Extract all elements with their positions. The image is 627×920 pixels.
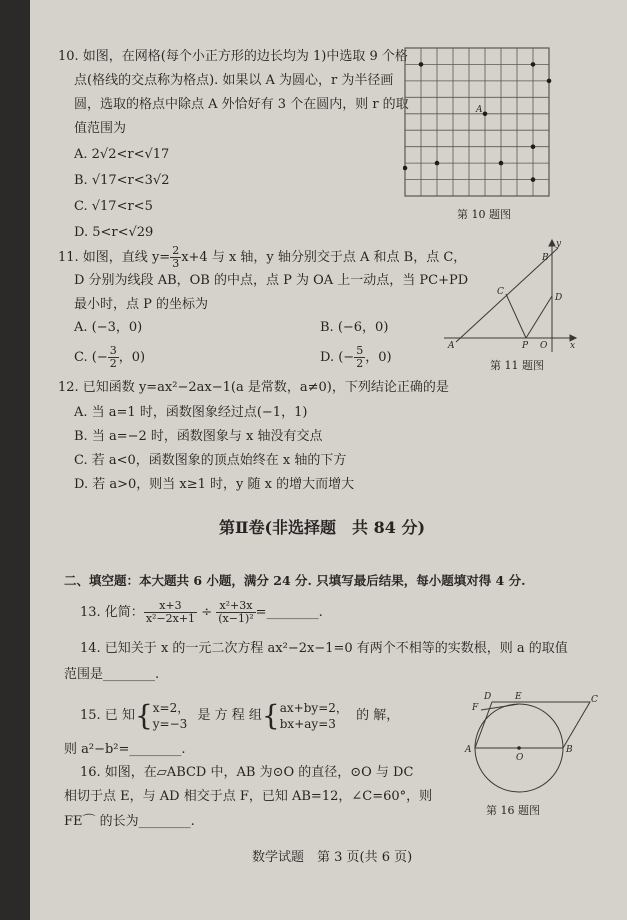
q14-line2: 范围是________. (64, 667, 160, 682)
q10-grid-point (499, 161, 504, 166)
q10-grid-point (531, 144, 536, 149)
q11-option-c-post: ，0) (118, 350, 146, 365)
q11-label-b: B (542, 253, 549, 263)
q15-suffix: 的 解， (356, 708, 400, 723)
q11-label-o: O (540, 341, 548, 351)
q15-solution-y: y=−3 (152, 716, 188, 731)
q11-option-c-fraction (108, 345, 119, 370)
q10-grid-point (435, 161, 440, 166)
q16-label-d: D (484, 692, 492, 702)
q11-stem-line3: 最小时，点 P 的坐标为 (74, 297, 209, 312)
q16-chord-fe (481, 704, 519, 710)
q11-fraction-num: 2 (172, 244, 180, 257)
q11-label-a: A (448, 341, 455, 351)
q11-option-d-num: 5 (356, 344, 364, 357)
q16-label-c: C (591, 695, 598, 705)
q11-option-d-den: 2 (356, 357, 364, 370)
q16-label-b: B (566, 745, 573, 755)
q10-option-c: C. √17<r<5 (74, 199, 153, 214)
q15-solution (153, 700, 189, 732)
q11-option-d (320, 345, 392, 370)
page-footer: 数学试题 第 3 页(共 6 页) (252, 850, 413, 865)
q16-caption: 第 16 题图 (486, 804, 540, 817)
q13-fraction-1-den: x²−2x+1 (145, 612, 196, 625)
q11-label-p: P (522, 341, 529, 351)
q16-label-e: E (515, 692, 522, 702)
exam-page (30, 0, 627, 920)
q15-brace-1: { (134, 698, 153, 732)
q11-stem-suffix: x+4 与 x 轴，y 轴分别交于点 A 和点 B，点 C， (181, 250, 467, 265)
q10-grid-figure (403, 46, 553, 198)
q16-center-o (517, 746, 521, 750)
q13-prefix: 13. 化简： (80, 605, 144, 620)
q10-grid-point (547, 79, 552, 84)
q10-stem-line4: 值范围为 (74, 121, 127, 136)
q15-line2: 则 a²−b²=________. (64, 742, 186, 757)
q10-stem-line3: 圆，选取的格点中除点 A 外恰好有 3 个在圆内，则 r 的取 (74, 97, 409, 112)
q10-option-d: D. 5<r<√29 (74, 225, 154, 240)
q10-option-b: B. √17<r<3√2 (74, 173, 170, 188)
q16-label-f: F (472, 703, 479, 713)
q12-stem: 12. 已知函数 y=ax²−2ax−1(a 是常数，a≠0)，下列结论正确的是 (58, 380, 449, 395)
q11-option-d-fraction (354, 345, 365, 370)
q16-line3: FE⌒ 的长为________. (64, 814, 195, 829)
q10-grid-point (531, 62, 536, 67)
q11-option-c-den: 2 (109, 357, 117, 370)
q15-prefix: 15. 已 知 (80, 708, 135, 723)
q16-figure (462, 688, 602, 806)
q13-fraction-2-num: x²+3x (216, 600, 255, 613)
q11-stem-line2: D 分别为线段 AB，OB 的中点，点 P 为 OA 上一动点，当 PC+PD (74, 273, 469, 288)
q11-label-d: D (555, 293, 563, 303)
q12-option-c: C. 若 a<0，函数图象的顶点始终在 x 轴的下方 (74, 453, 347, 468)
q15-middle-text: 是 方 程 组 (197, 708, 262, 723)
q11-option-d-pre: D. (− (320, 350, 355, 365)
q10-point-a (483, 112, 488, 117)
q10-caption: 第 10 题图 (457, 208, 511, 221)
q16-label-o: O (516, 753, 524, 763)
q11-segment-cp (506, 294, 526, 338)
q15-system (280, 700, 348, 732)
q14-line1: 14. 已知关于 x 的一元二次方程 ax²−2x−1=0 有两个不相等的实数根，则 a 的取值 (80, 641, 568, 656)
q12-option-d: D. 若 a>0，则当 x≥1 时，y 随 x 的增大而增大 (74, 477, 355, 492)
q11-option-b: B. (−6，0) (320, 320, 389, 335)
q11-fraction (170, 245, 181, 270)
q15-equation-2: bx+ay=3 (279, 716, 336, 731)
q11-option-a: A. (−3，0) (74, 320, 143, 335)
q16-line2: 相切于点 E，与 AD 相交于点 F，已知 AB=12，∠C=60°，则 (64, 789, 433, 804)
q13-line (80, 600, 323, 626)
q11-y-arrow (549, 240, 555, 246)
q13-answer-blank: =________. (255, 605, 323, 620)
q11-fraction-den: 3 (172, 257, 180, 270)
q10-stem-line2: 点(格线的交点称为格点). 如果以 A 为圆心，r 为半径画 (74, 73, 394, 88)
q11-segment-pd (526, 296, 552, 338)
q11-label-y: y (556, 239, 562, 249)
q16-parallelogram (475, 702, 590, 748)
q15-solution-x: x=2， (152, 700, 190, 715)
q11-caption: 第 11 题图 (490, 359, 544, 372)
q11-stem-line1 (58, 245, 466, 270)
q11-option-c (74, 345, 145, 370)
q13-operator: ÷ (201, 605, 213, 620)
q10-grid-point (419, 62, 424, 67)
q10-grid-point (531, 177, 536, 182)
q11-stem-prefix: 11. 如图，直线 y= (58, 250, 171, 265)
q11-option-c-pre: C. (− (74, 350, 108, 365)
q10-label-a: A (476, 105, 483, 115)
q13-fraction-1 (144, 600, 197, 625)
q11-label-x: x (570, 341, 576, 351)
q13-fraction-2 (216, 600, 255, 625)
q15-equation-1: ax+by=2， (279, 700, 348, 715)
q11-figure (442, 236, 582, 354)
fill-blank-heading: 二、填空题：本大题共 6 小题，满分 24 分. 只填写最后结果，每小题填对得 4 分. (64, 573, 526, 588)
q10-option-a: A. 2√2<r<√17 (74, 147, 170, 162)
q16-label-a: A (465, 745, 472, 755)
q15-line1 (80, 697, 399, 735)
q11-option-d-post: ，0) (365, 350, 392, 365)
q10-stem-line1: 10. 如图，在网格(每个小正方形的边长均为 1)中选取 9 个格 (58, 49, 408, 64)
q10-grid-point (403, 166, 407, 171)
q12-option-b: B. 当 a=−2 时，函数图象与 x 轴没有交点 (74, 429, 323, 444)
q12-option-a: A. 当 a=1 时，函数图象经过点(−1，1) (74, 405, 308, 420)
q11-label-c: C (497, 287, 504, 297)
q13-fraction-1-num: x+3 (144, 600, 197, 613)
q11-option-c-num: 3 (109, 344, 117, 357)
q15-brace-2: { (261, 698, 280, 732)
q16-line1: 16. 如图，在▱ABCD 中，AB 为⊙O 的直径，⊙O 与 DC (80, 765, 414, 780)
q13-fraction-2-den: (x−1)² (218, 612, 254, 625)
section-2-title: 第Ⅱ卷(非选择题 共 84 分) (219, 518, 426, 537)
